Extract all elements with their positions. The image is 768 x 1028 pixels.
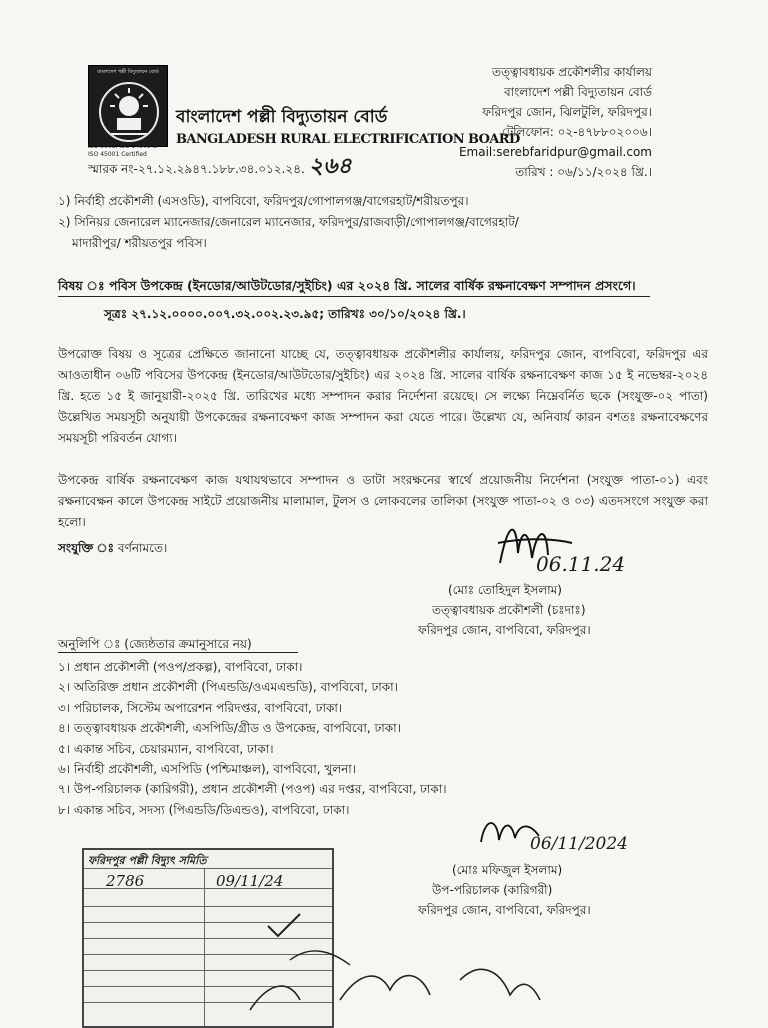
copy-to-item: ৮। একান্ত সচিব, সদস্য (পিএন্ডডি/ডিএন্ডও), বাপবিবো, ঢাকা। [58, 802, 350, 817]
signer-1-name: (মোঃ তোহিদুল ইসলাম) [448, 583, 562, 597]
stamp-divider [84, 906, 332, 907]
attachment-line [58, 540, 167, 556]
signer-2-title: উপ-পরিচালক (কারিগরী) [432, 883, 553, 897]
stamp-column-divider [204, 868, 205, 1028]
sender-org: বাংলাদেশ পল্লী বিদ্যুতায়ন বোর্ড [503, 85, 652, 99]
logo-text: বাংলাদেশ পল্লী বিদ্যুতায়ন বোর্ড [97, 69, 159, 75]
signer-2-name: (মোঃ মফিজুল ইসলাম) [452, 863, 563, 877]
sender-email: Email:serebfaridpur@gmail.com [458, 145, 652, 159]
iso-certification [88, 143, 157, 159]
body-paragraph-1: উপরোক্ত বিষয় ও সূত্রের প্রেক্ষিতে জানানো যাচ্ছে যে, তত্ত্বাবধায়ক প্রকৌশলীর কার্যালয়, ফরিদপুর জোন, বাপবিবো, ফরিদপুর এর আওতাধীন ০৬টি পবিসের উপকেন্দ্র (ইনডোর/আউটডোর/সুইচিং) এর ২০২৪ খ্রি. সালের বার্ষিক রক্ষনাবেক্ষণ কাজ ১৫ ই নভেম্বর-২০২৪ খ্রি. হতে ১৫ ই জানুয়ারী-২০২৫ খ্রি. তারিখের মধ্যে সম্পাদন করার নির্দেশনা রয়েছে। সে লক্ষ্যে নিম্নেবর্নিত ছকে (সংযুক্ত-০২ পাতা) উল্লেখিত সময়সূচী অনুযায়ী উপকেন্দ্রের রক্ষনাবেক্ষণ কাজ সম্পাদন করা যেতে পারে। উল্লেখ্য যে, অনিবার্য কারন বশতঃ রক্ষনাবেক্ষণের সময়সূচী পরিবর্তন যোগ্য। [58, 347, 708, 445]
org-name-english: BANGLADESH RURAL ELECTRIFICATION BOARD [176, 132, 520, 147]
letter-subject: বিষয় ঃ পবিস উপকেন্দ্র (ইনডোর/আউটডোর/সুইচিং) এর ২০২৪ খ্রি. সালের বার্ষিক রক্ষনাবেক্ষণ সম্পাদন প্রসংগে। [58, 278, 636, 293]
copy-to-item: ৫। একান্ত সচিব, চেয়ারম্যান, বাপবিবো, ঢাকা। [58, 741, 274, 756]
iso-line-1: ISO 9001, ISO 14001 & [88, 143, 158, 150]
copy-to-item: ৩। পরিচালক, সিস্টেম অপারেশন পরিদপ্তর, বাপবিবো, ঢাকা। [58, 700, 343, 715]
letter-date: তারিখ : ০৬/১১/২০২৪ খ্রি.। [515, 165, 652, 179]
signature-1-date: 06.11.24 [536, 552, 626, 576]
stamp-divider [84, 868, 332, 869]
recipient-2: ২) সিনিয়র জেনারেল ম্যানেজার/জেনারেল ম্যানেজার, ফরিদপুর/রাজবাড়ী/গোপালগঞ্জ/বাগেরহাট/ [58, 215, 519, 229]
copy-to-item: ৭। উপ-পরিচালক (কারিগরী), প্রধান প্রকৌশলী (পওপ) এর দপ্তর, বাপবিবো, ঢাকা। [58, 782, 447, 797]
copy-to-item: ৬। নির্বাহী প্রকৌশলী, এসপিডি (পশ্চিমাঞ্চল), বাপবিবো, খুলনা। [58, 762, 357, 777]
checkmark-icon [264, 910, 304, 940]
signature-2-date: 06/11/2024 [530, 834, 628, 854]
copy-to-heading: অনুলিপি ঃ (জ্যেষ্ঠতার ক্রমানুসারে নয়) [58, 637, 252, 651]
org-name-bangla: বাংলাদেশ পল্লী বিদ্যুতায়ন বোর্ড [176, 107, 388, 127]
subject-underline [58, 296, 650, 297]
attachment-value: বর্ণনামতে। [117, 541, 168, 555]
iso-line-2: ISO 45001 Certified [88, 151, 147, 158]
recipient-2-cont: মাদারীপুর/ শরীয়তপুর পবিস। [72, 236, 207, 250]
stamp-number: 2786 [106, 872, 145, 890]
logo-emblem-icon [99, 82, 159, 142]
sender-address: ফরিদপুর জোন, ঝিলটুলি, ফরিদপুর। [482, 105, 652, 119]
signer-1-office: ফরিদপুর জোন, বাপবিবো, ফরিদপুর। [418, 623, 591, 637]
reference: সূত্রঃ ২৭.১২.০০০০.০০৭.৩২.০০২.২৩.৯৫; তারিখঃ ৩০/১০/২০২৪ খ্রি.। [104, 307, 466, 321]
sender-phone: টেলিফোন: ০২-৪৭৮৮০২০০৬। [501, 125, 652, 139]
signer-1-title: তত্ত্বাবধায়ক প্রকৌশলী (চঃদাঃ) [432, 603, 586, 617]
copy-to-item: ২। অতিরিক্ত প্রধান প্রকৌশলী (পিএন্ডডি/ওএমএন্ডডি), বাপবিবো, ঢাকা। [58, 680, 398, 695]
memo-prefix: স্মারক নং-২৭.১২.২৯৪৭.১৮৮.৩৪.০১২.২৪. [88, 162, 305, 176]
stamp-header: ফরিদপুর পল্লী বিদ্যুৎ সমিতি [88, 854, 207, 867]
copy-to-list [58, 657, 447, 820]
copy-to-item: ৪। তত্ত্বাবধায়ক প্রকৌশলী, এসপিডি/গ্রীড ও উপকেন্দ্র, বাপবিবো, ঢাকা। [58, 721, 401, 736]
signer-2-office: ফরিদপুর জোন, বাপবিবো, ফরিদপুর। [418, 903, 591, 917]
copy-to-item: ১। প্রধান প্রকৌশলী (পওপ/প্রকল্প), বাপবিবো, ঢাকা। [58, 660, 303, 674]
copy-to-underline [58, 652, 298, 653]
attachment-label: সংযুক্তি ঃ [58, 541, 115, 555]
sender-office: তত্ত্বাবধায়ক প্রকৌশলীর কার্যালয় [492, 65, 652, 79]
handwritten-notes [230, 940, 550, 1024]
board-logo [88, 65, 168, 147]
body-paragraph-2: উপকেন্দ্র বার্ষিক রক্ষনাবেক্ষণ কাজ যথাযথভাবে সম্পাদন ও ডাটা সংরক্ষনের স্বার্থে প্রয়োজনীয় নির্দেশনা (সংযুক্ত পাতা-০১) এবং রক্ষনাবেক্ষন কালে উপকেন্দ্র সাইটে প্রয়োজনীয় মালামাল, টুলস ও লোকবলের তালিকা (সংযুক্ত পাতা-০২ ও ০৩) এতদসংগে সংযুক্ত করা হলো। [58, 473, 708, 529]
recipient-1: ১) নির্বাহী প্রকৌশলী (এসওডি), বাপবিবো, ফরিদপুর/গোপালগঞ্জ/বাগেরহাট/শরীয়তপুর। [58, 194, 469, 208]
memo-handwritten-number: ২৬৪ [308, 153, 352, 179]
sender-block [459, 62, 652, 182]
stamp-date: 09/11/24 [216, 872, 284, 890]
